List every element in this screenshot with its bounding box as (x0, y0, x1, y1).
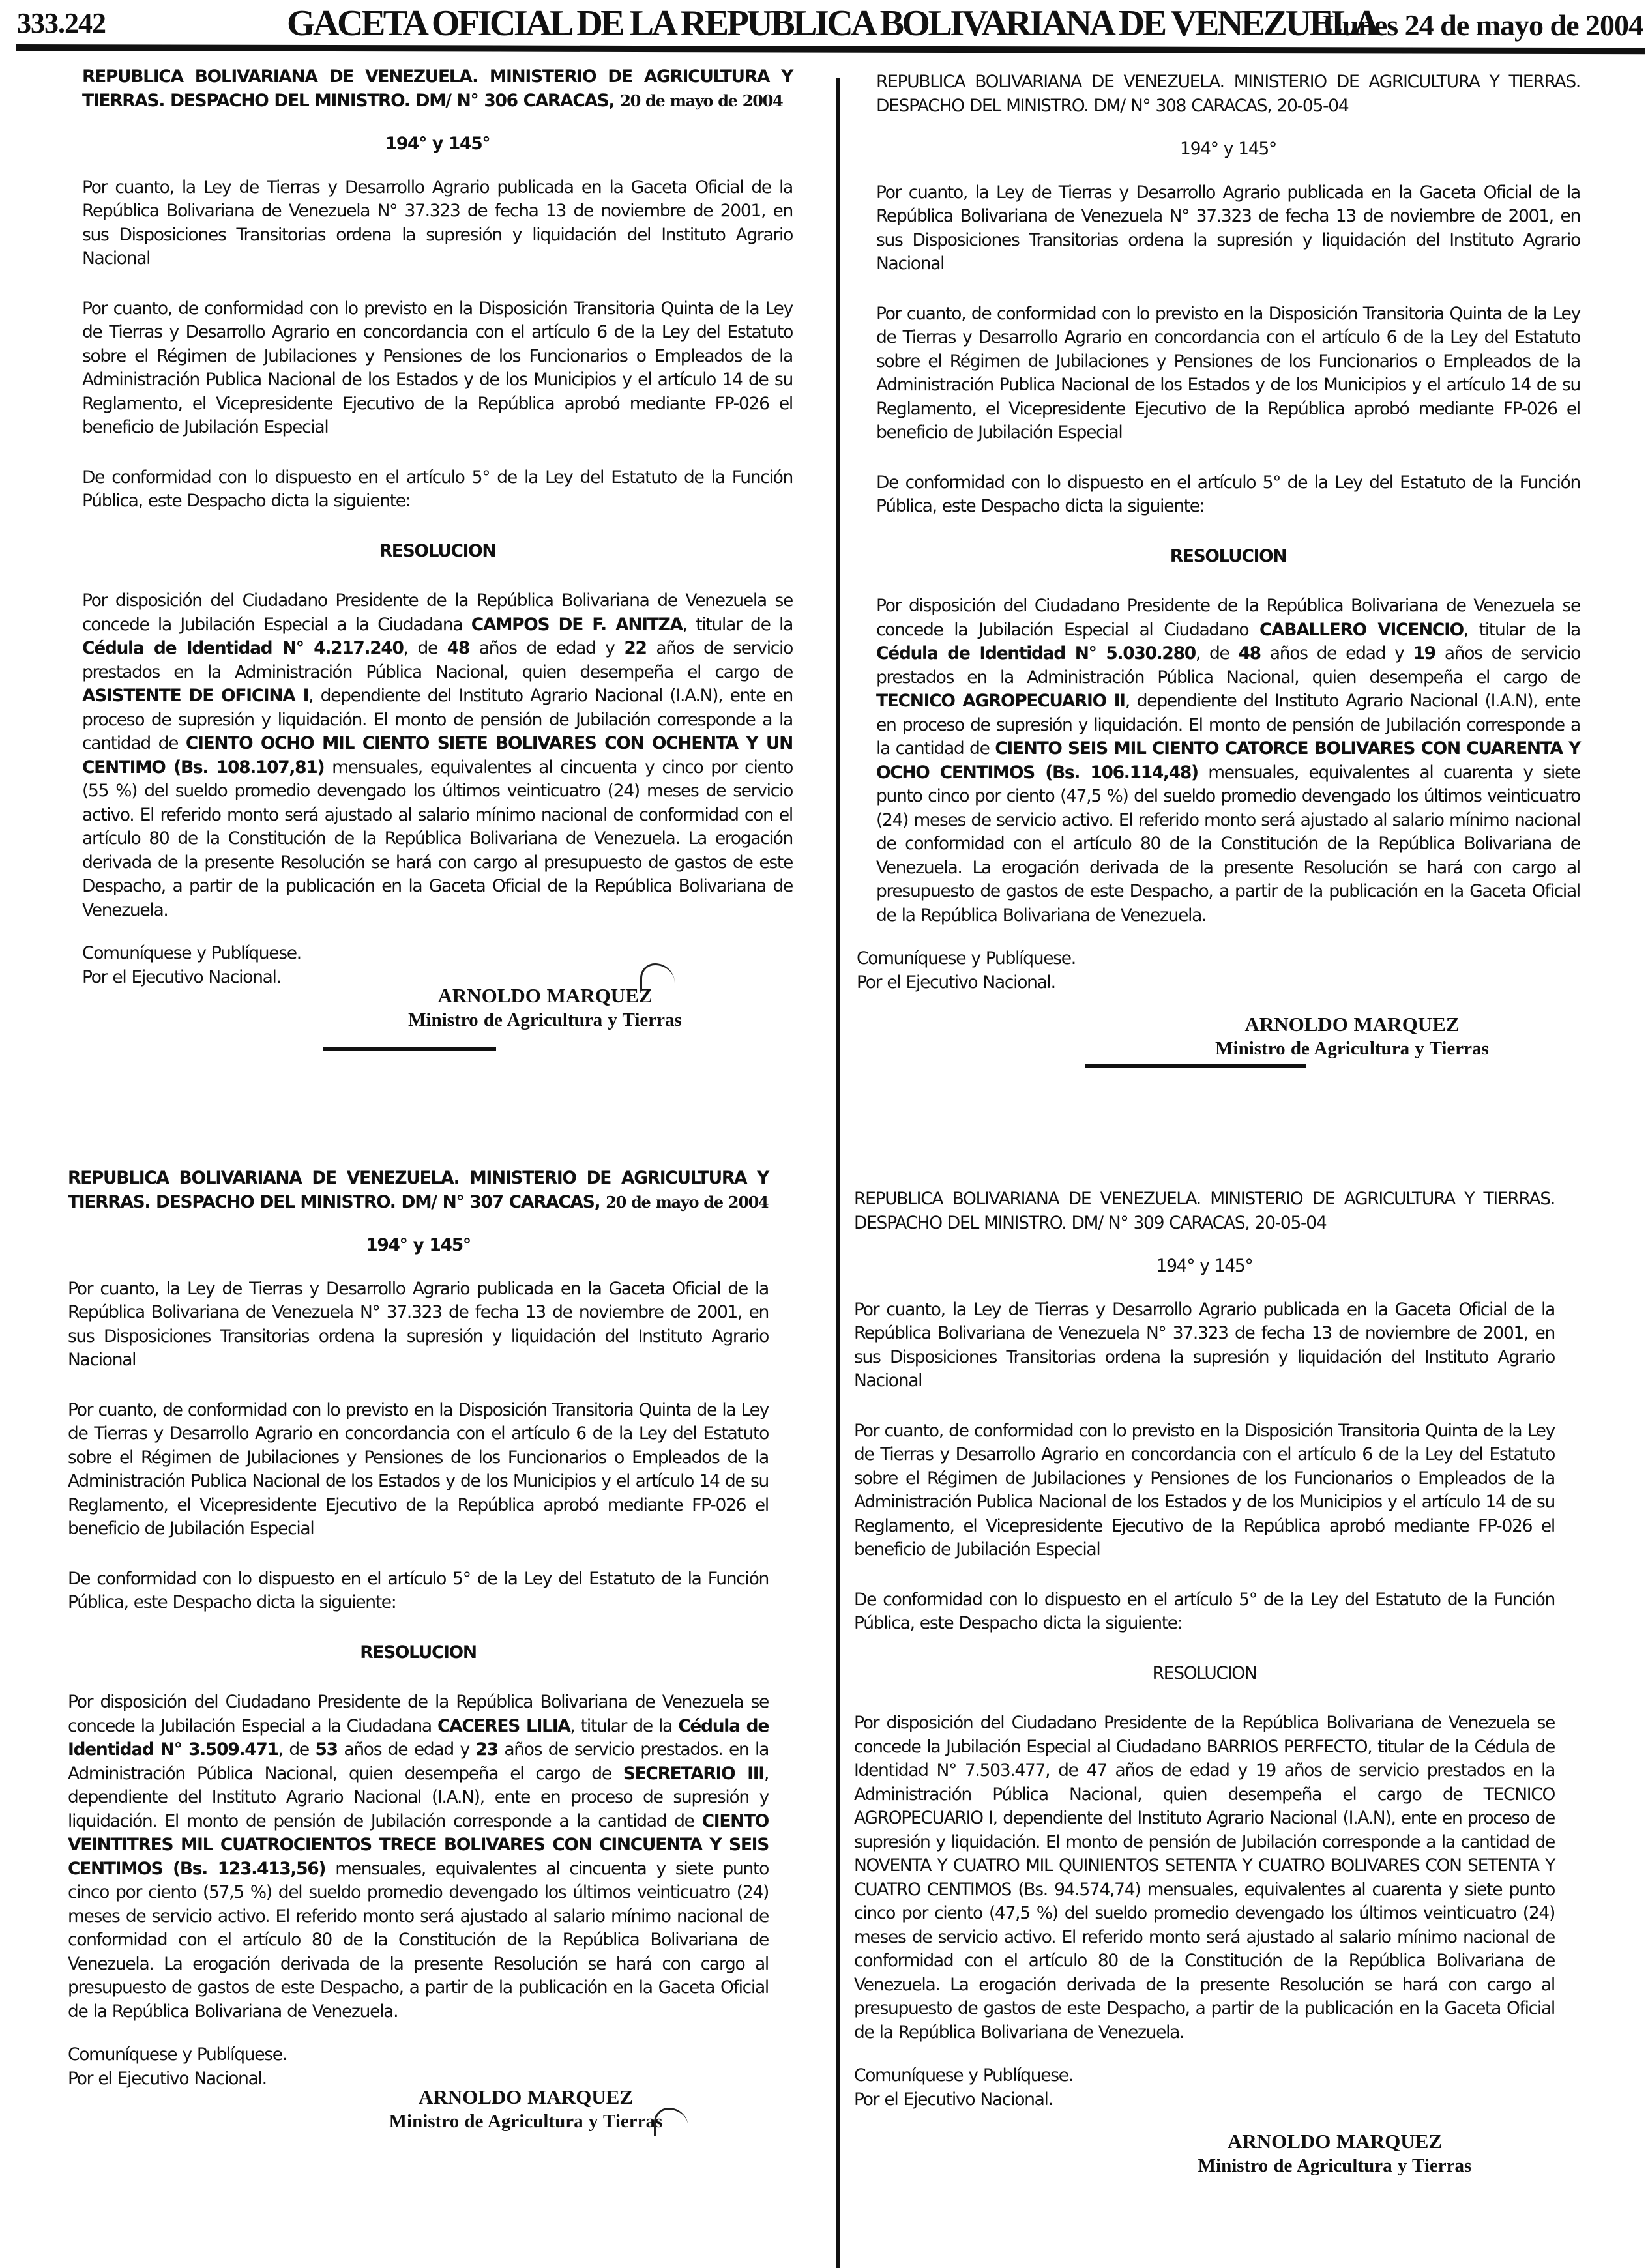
dm-number: DM/ N° 306 CARACAS, (415, 90, 615, 111)
closing-executive: Por el Ejecutivo Nacional. (68, 2068, 267, 2089)
closing-executive: Por el Ejecutivo Nacional. (82, 967, 281, 987)
resolucion-heading: RESOLUCION (360, 1642, 477, 1663)
closing-executive: Por el Ejecutivo Nacional. (857, 972, 1055, 993)
resolution-body: Por disposición del Ciudadano Presidente de la República Bolivariana de Venezuela se concede la Jubilación Especial al Ciudadano BARRIOS PERFECTO, titular de la Cédula de Identidad N° 7.503.477, de 47 años de edad y 19 años de servicio prestados en la Administración Pública Nacional, quien desempeña el cargo de TECNICO AGROPECUARIO I, dependiente del Instituto Agrario Nacional (I.A.N), ente en proceso de supresión y liquidación. El monto de pensión de Jubilación corresponde a la cantidad de NOVENTA Y CUATRO MIL QUINIENTOS SETENTA Y CUATRO BOLIVARES CON SETENTA Y CUATRO CENTIMOS (Bs. 94.574,74) mensuales, equivalentes al cuarenta y siete punto cinco por ciento (47,5 %) del sueldo promedio devengado los últimos veinticuatro (24) meses de servicio activo. El referido monto será ajustado al salario mínimo nacional de conformidad con el artículo 80 de la Constitución de la República Bolivariana de Venezuela. La erogación derivada de la presente Resolución se hará con cargo al presupuesto de gastos de este Despacho, a partir de la publicación en la Gaceta Oficial de la República Bolivariana de Venezuela. (854, 1713, 1555, 2043)
paragraph-de-conformidad: De conformidad con lo dispuesto en el artículo 5° de la Ley del Estatuto de la Función Pública, este Despacho dicta la siguiente: (68, 1568, 769, 1612)
years-line: 194° y 145° (1180, 139, 1276, 159)
signer-name: ARNOLDO MARQUEZ (1227, 2130, 1443, 2153)
years-of-service: 23 (475, 1739, 498, 1760)
years-of-service: 22 (624, 638, 647, 658)
resolucion-heading: RESOLUCION (1170, 545, 1287, 566)
masthead-rule (16, 44, 1645, 54)
resolution-307 (68, 1167, 769, 2133)
closing-communique: Comuníquese y Publíquese. (68, 2044, 287, 2065)
paragraph-por-cuanto-2: Por cuanto, de conformidad con lo previsto en la Disposición Transitoria Quinta de la Ley de Tierras y Desarrollo Agrario en concordancia con el artículo 6 de la Ley del Estatuto sobre el Régimen de Jubilaciones y Pensiones de los Funcionarios o Empleados de la Administración Publica Nacional de los Estados y de los Municipios y el artículo 14 de su Reglamento, el Vicepresidente Ejecutivo de la República aprobó mediante FP-026 el beneficio de Jubilación Especial (68, 1399, 769, 1539)
paragraph-de-conformidad: De conformidad con lo dispuesto en el artículo 5° de la Ley del Estatuto de la Función Pública, este Despacho dicta la siguiente: (876, 472, 1580, 516)
pension-amount: CIENTO VEINTITRES MIL CUATROCIENTOS TRECE BOLIVARES CON CINCUENTA Y SEIS CENTIMOS (Bs. 123.413,56) (68, 1810, 769, 1879)
resolution-header: REPUBLICA BOLIVARIANA DE VENEZUELA. MINISTERIO DE AGRICULTURA Y TIERRAS. DESPACHO DEL MINISTRO. DM/ N° 309 CARACAS, 20-05-04 (854, 1189, 1555, 1233)
masthead (0, 0, 1648, 59)
pension-amount: NOVENTA Y CUATRO MIL QUINIENTOS SETENTA Y CUATRO BOLIVARES CON SETENTA Y CUATRO CENTIMOS (Bs. 94.574,74) (854, 1855, 1555, 1900)
resolution-308 (857, 70, 1581, 1068)
resolution-body: Por disposición del Ciudadano Presidente de la República Bolivariana de Venezuela se concede la Jubilación Especial a la Ciudadana CAMPOS DE F. ANITZA, titular de la Cédula de Identidad N° 4.217.240, de 48 años de edad y 22 años de servicio prestados en la Administración Pública Nacional, quien desempeña el cargo de ASISTENTE DE OFICINA I, dependiente del Instituto Agrario Nacional (I.A.N), ente en proceso de supresión y liquidación. El monto de pensión de Jubilación corresponde a la cantidad de CIENTO OCHO MIL CIENTO SIETE BOLIVARES CON OCHENTA Y UN CENTIMO (Bs. 108.107,81) mensuales, equivalentes al cincuenta y cinco por ciento (55 %) del sueldo promedio devengado los últimos veinticuatro (24) meses de servicio activo. El referido monto será ajustado al salario mínimo nacional de conformidad con el artículo 80 de la Constitución de la República Bolivariana de Venezuela. La erogación derivada de la presente Resolución se hará con cargo al presupuesto de gastos de este Despacho, a partir de la publicación en la Gaceta Oficial de la República Bolivariana de Venezuela. (82, 590, 793, 920)
age: 47 (1086, 1760, 1107, 1781)
resolution-309 (854, 1187, 1555, 2177)
paragraph-por-cuanto-2: Por cuanto, de conformidad con lo previsto en la Disposición Transitoria Quinta de la Ley de Tierras y Desarrollo Agrario en concordancia con el artículo 6 de la Ley del Estatuto sobre el Régimen de Jubilaciones y Pensiones de los Funcionarios o Empleados de la Administración Publica Nacional de los Estados y de los Municipios y el artículo 14 de su Reglamento, el Vicepresidente Ejecutivo de la República aprobó mediante FP-026 el beneficio de Jubilación Especial (876, 303, 1580, 443)
years-line: 194° y 145° (366, 1235, 471, 1255)
resolucion-heading: RESOLUCION (379, 540, 496, 561)
signer-title: Ministro de Agricultura y Tierras (389, 2110, 663, 2132)
resolucion-heading: RESOLUCION (1152, 1663, 1257, 1683)
resolution-body: Por disposición del Ciudadano Presidente de la República Bolivariana de Venezuela se concede la Jubilación Especial al Ciudadano CABALLERO VICENCIO, titular de la Cédula de Identidad N° 5.030.280, de 48 años de edad y 19 años de servicio prestados en la Administración Pública Nacional, quien desempeña el cargo de TECNICO AGROPECUARIO II, dependiente del Instituto Agrario Nacional (I.A.N), ente en proceso de supresión y liquidación. El monto de pensión de Jubilación corresponde a la cantidad de CIENTO SEIS MIL CIENTO CATORCE BOLIVARES CON CUARENTA Y OCHO CENTIMOS (Bs. 106.114,48) mensuales, equivalentes al cuarenta y siete punto cinco por ciento (47,5 %) del sueldo promedio devengado los últimos veinticuatro (24) meses de servicio activo. El referido monto será ajustado al salario mínimo nacional de conformidad con el artículo 80 de la Constitución de la República Bolivariana de Venezuela. La erogación derivada de la presente Resolución se hará con cargo al presupuesto de gastos de este Despacho, a partir de la publicación en la Gaceta Oficial de la República Bolivariana de Venezuela. (876, 596, 1581, 925)
signer-name: ARNOLDO MARQUEZ (1244, 1013, 1460, 1036)
resolution-header: REPUBLICA BOLIVARIANA DE VENEZUELA. MINISTERIO DE AGRICULTURA Y TIERRAS. DESPACHO DEL MINISTRO. DM/ N° 308 CARACAS, 20-05-04 (876, 72, 1580, 116)
gazette-title: GACETA OFICIAL DE LA REPUBLICA BOLIVARIANA DE VENEZUELA (287, 3, 1378, 44)
beneficiary-name: CACERES LILIA (437, 1715, 570, 1736)
cedula: Cédula de Identidad N° 5.030.280 (876, 643, 1196, 663)
years-line: 194° y 145° (385, 134, 490, 154)
resolution-date: 20 de mayo de 2004 (620, 91, 783, 110)
dm-number: DM/ N° 308 CARACAS, 20-05-04 (1093, 95, 1349, 116)
closing-executive: Por el Ejecutivo Nacional. (854, 2089, 1053, 2110)
resolution-header: REPUBLICA BOLIVARIANA DE VENEZUELA. MINISTERIO DE AGRICULTURA Y TIERRAS. DESPACHO DEL MINISTRO. DM/ N° 306 CARACAS, 20 de mayo de 2004 (82, 66, 793, 111)
page-number: 333.242 (17, 7, 106, 39)
position: TECNICO AGROPECUARIO II (876, 691, 1125, 711)
cedula: Cédula de Identidad N° 7.503.477 (854, 1736, 1555, 1781)
resolution-body: Por disposición del Ciudadano Presidente de la República Bolivariana de Venezuela se concede la Jubilación Especial a la Ciudadana CACERES LILIA, titular de la Cédula de Identidad N° 3.509.471, de 53 años de edad y 23 años de servicio prestados. en la Administración Pública Nacional, quien desempeña el cargo de SECRETARIO III, dependiente del Instituto Agrario Nacional (I.A.N), ente en proceso de supresión y liquidación. El monto de pensión de Jubilación corresponde a la cantidad de CIENTO VEINTITRES MIL CUATROCIENTOS TRECE BOLIVARES CON CINCUENTA Y SEIS CENTIMOS (Bs. 123.413,56) mensuales, equivalentes al cincuenta y siete punto cinco por ciento (57,5 %) del sueldo promedio devengado los últimos veinticuatro (24) meses de servicio activo. El referido monto será ajustado al salario mínimo nacional de conformidad con el artículo 80 de la Constitución de la República Bolivariana de Venezuela. La erogación derivada de la presente Resolución se hará con cargo al presupuesto de gastos de este Despacho, a partir de la publicación en la Gaceta Oficial de la República Bolivariana de Venezuela. (68, 1692, 769, 2022)
age: 53 (315, 1739, 338, 1760)
beneficiary-name: BARRIOS PERFECTO (1206, 1736, 1368, 1757)
signer-title: Ministro de Agricultura y Tierras (1198, 2155, 1472, 2176)
paragraph-por-cuanto-2: Por cuanto, de conformidad con lo previsto en la Disposición Transitoria Quinta de la Ley de Tierras y Desarrollo Agrario en concordancia con el artículo 6 de la Ley del Estatuto sobre el Régimen de Jubilaciones y Pensiones de los Funcionarios o Empleados de la Administración Publica Nacional de los Estados y de los Municipios y el artículo 14 de su Reglamento, el Vicepresidente Ejecutivo de la República aprobó mediante FP-026 el beneficio de Jubilación Especial (854, 1420, 1555, 1560)
beneficiary-name: CAMPOS DE F. ANITZA (471, 614, 683, 635)
dm-number: DM/ N° 309 CARACAS, 20-05-04 (1071, 1212, 1327, 1233)
issue-date: Lunes 24 de mayo de 2004 (1323, 8, 1643, 42)
age: 48 (1238, 643, 1261, 663)
paragraph-de-conformidad: De conformidad con lo dispuesto en el artículo 5° de la Ley del Estatuto de la Función Pública, este Despacho dicta la siguiente: (82, 467, 793, 511)
closing-communique: Comuníquese y Publíquese. (857, 948, 1076, 968)
cedula: Cédula de Identidad N° 4.217.240 (82, 638, 404, 658)
position: SECRETARIO III (623, 1763, 764, 1784)
resolution-306 (82, 65, 793, 1051)
signer-title: Ministro de Agricultura y Tierras (408, 1009, 682, 1030)
years-line: 194° y 145° (1156, 1256, 1253, 1276)
pension-amount: CIENTO SEIS MIL CIENTO CATORCE BOLIVARES CON CUARENTA Y OCHO CENTIMOS (Bs. 106.114,48) (876, 738, 1581, 783)
paragraph-por-cuanto-1: Por cuanto, la Ley de Tierras y Desarrollo Agrario publicada en la Gaceta Oficial de la República Bolivariana de Venezuela N° 37.323 de fecha 13 de noviembre de 2001, en sus Disposiciones Transitorias ordena la supresión y liquidación del Instituto Agrario Nacional (854, 1299, 1555, 1391)
signer-name: ARNOLDO MARQUEZ (437, 984, 653, 1007)
section-separator (1085, 1064, 1306, 1068)
paragraph-por-cuanto-1: Por cuanto, la Ley de Tierras y Desarrollo Agrario publicada en la Gaceta Oficial de la República Bolivariana de Venezuela N° 37.323 de fecha 13 de noviembre de 2001, en sus Disposiciones Transitorias ordena la supresión y liquidación del Instituto Agrario Nacional (876, 182, 1580, 274)
resolution-date: 20 de mayo de 2004 (606, 1192, 769, 1212)
resolution-header: REPUBLICA BOLIVARIANA DE VENEZUELA. MINISTERIO DE AGRICULTURA Y TIERRAS. DESPACHO DEL MINISTRO. DM/ N° 307 CARACAS, 20 de mayo de 2004 (68, 1168, 769, 1212)
pension-amount: CIENTO OCHO MIL CIENTO SIETE BOLIVARES CON OCHENTA Y UN CENTIMO (Bs. 108.107,81) (82, 733, 793, 778)
cedula: Cédula de Identidad N° 3.509.471 (68, 1715, 769, 1760)
paragraph-por-cuanto-1: Por cuanto, la Ley de Tierras y Desarrollo Agrario publicada en la Gaceta Oficial de la República Bolivariana de Venezuela N° 37.323 de fecha 13 de noviembre de 2001, en sus Disposiciones Transitorias ordena la supresión y liquidación del Instituto Agrario Nacional (68, 1278, 769, 1370)
age: 48 (447, 638, 470, 658)
position: ASISTENTE DE OFICINA I (82, 686, 309, 706)
paragraph-por-cuanto-1: Por cuanto, la Ley de Tierras y Desarrollo Agrario publicada en la Gaceta Oficial de la República Bolivariana de Venezuela N° 37.323 de fecha 13 de noviembre de 2001, en sus Disposiciones Transitorias ordena la supresión y liquidación del Instituto Agrario Nacional (82, 177, 793, 269)
signer-name: ARNOLDO MARQUEZ (418, 2086, 634, 2108)
position: TECNICO AGROPECUARIO I (854, 1784, 1555, 1828)
beneficiary-name: CABALLERO VICENCIO (1259, 619, 1464, 640)
paragraph-por-cuanto-2: Por cuanto, de conformidad con lo previsto en la Disposición Transitoria Quinta de la Ley de Tierras y Desarrollo Agrario en concordancia con el artículo 6 de la Ley del Estatuto sobre el Régimen de Jubilaciones y Pensiones de los Funcionarios o Empleados de la Administración Publica Nacional de los Estados y de los Municipios y el artículo 14 de su Reglamento, el Vicepresidente Ejecutivo de la República aprobó mediante FP-026 el beneficio de Jubilación Especial (82, 298, 793, 437)
dm-number: DM/ N° 307 CARACAS, (401, 1191, 600, 1212)
closing-communique: Comuníquese y Publíquese. (854, 2065, 1073, 2086)
signer-title: Ministro de Agricultura y Tierras (1215, 1038, 1489, 1059)
section-separator (323, 1047, 496, 1051)
paragraph-de-conformidad: De conformidad con lo dispuesto en el artículo 5° de la Ley del Estatuto de la Función Pública, este Despacho dicta la siguiente: (854, 1589, 1555, 1633)
years-of-service: 19 (1413, 643, 1435, 663)
closing-communique: Comuníquese y Publíquese. (82, 943, 301, 963)
years-of-service: 19 (1255, 1760, 1276, 1781)
column-divider (836, 78, 840, 2268)
